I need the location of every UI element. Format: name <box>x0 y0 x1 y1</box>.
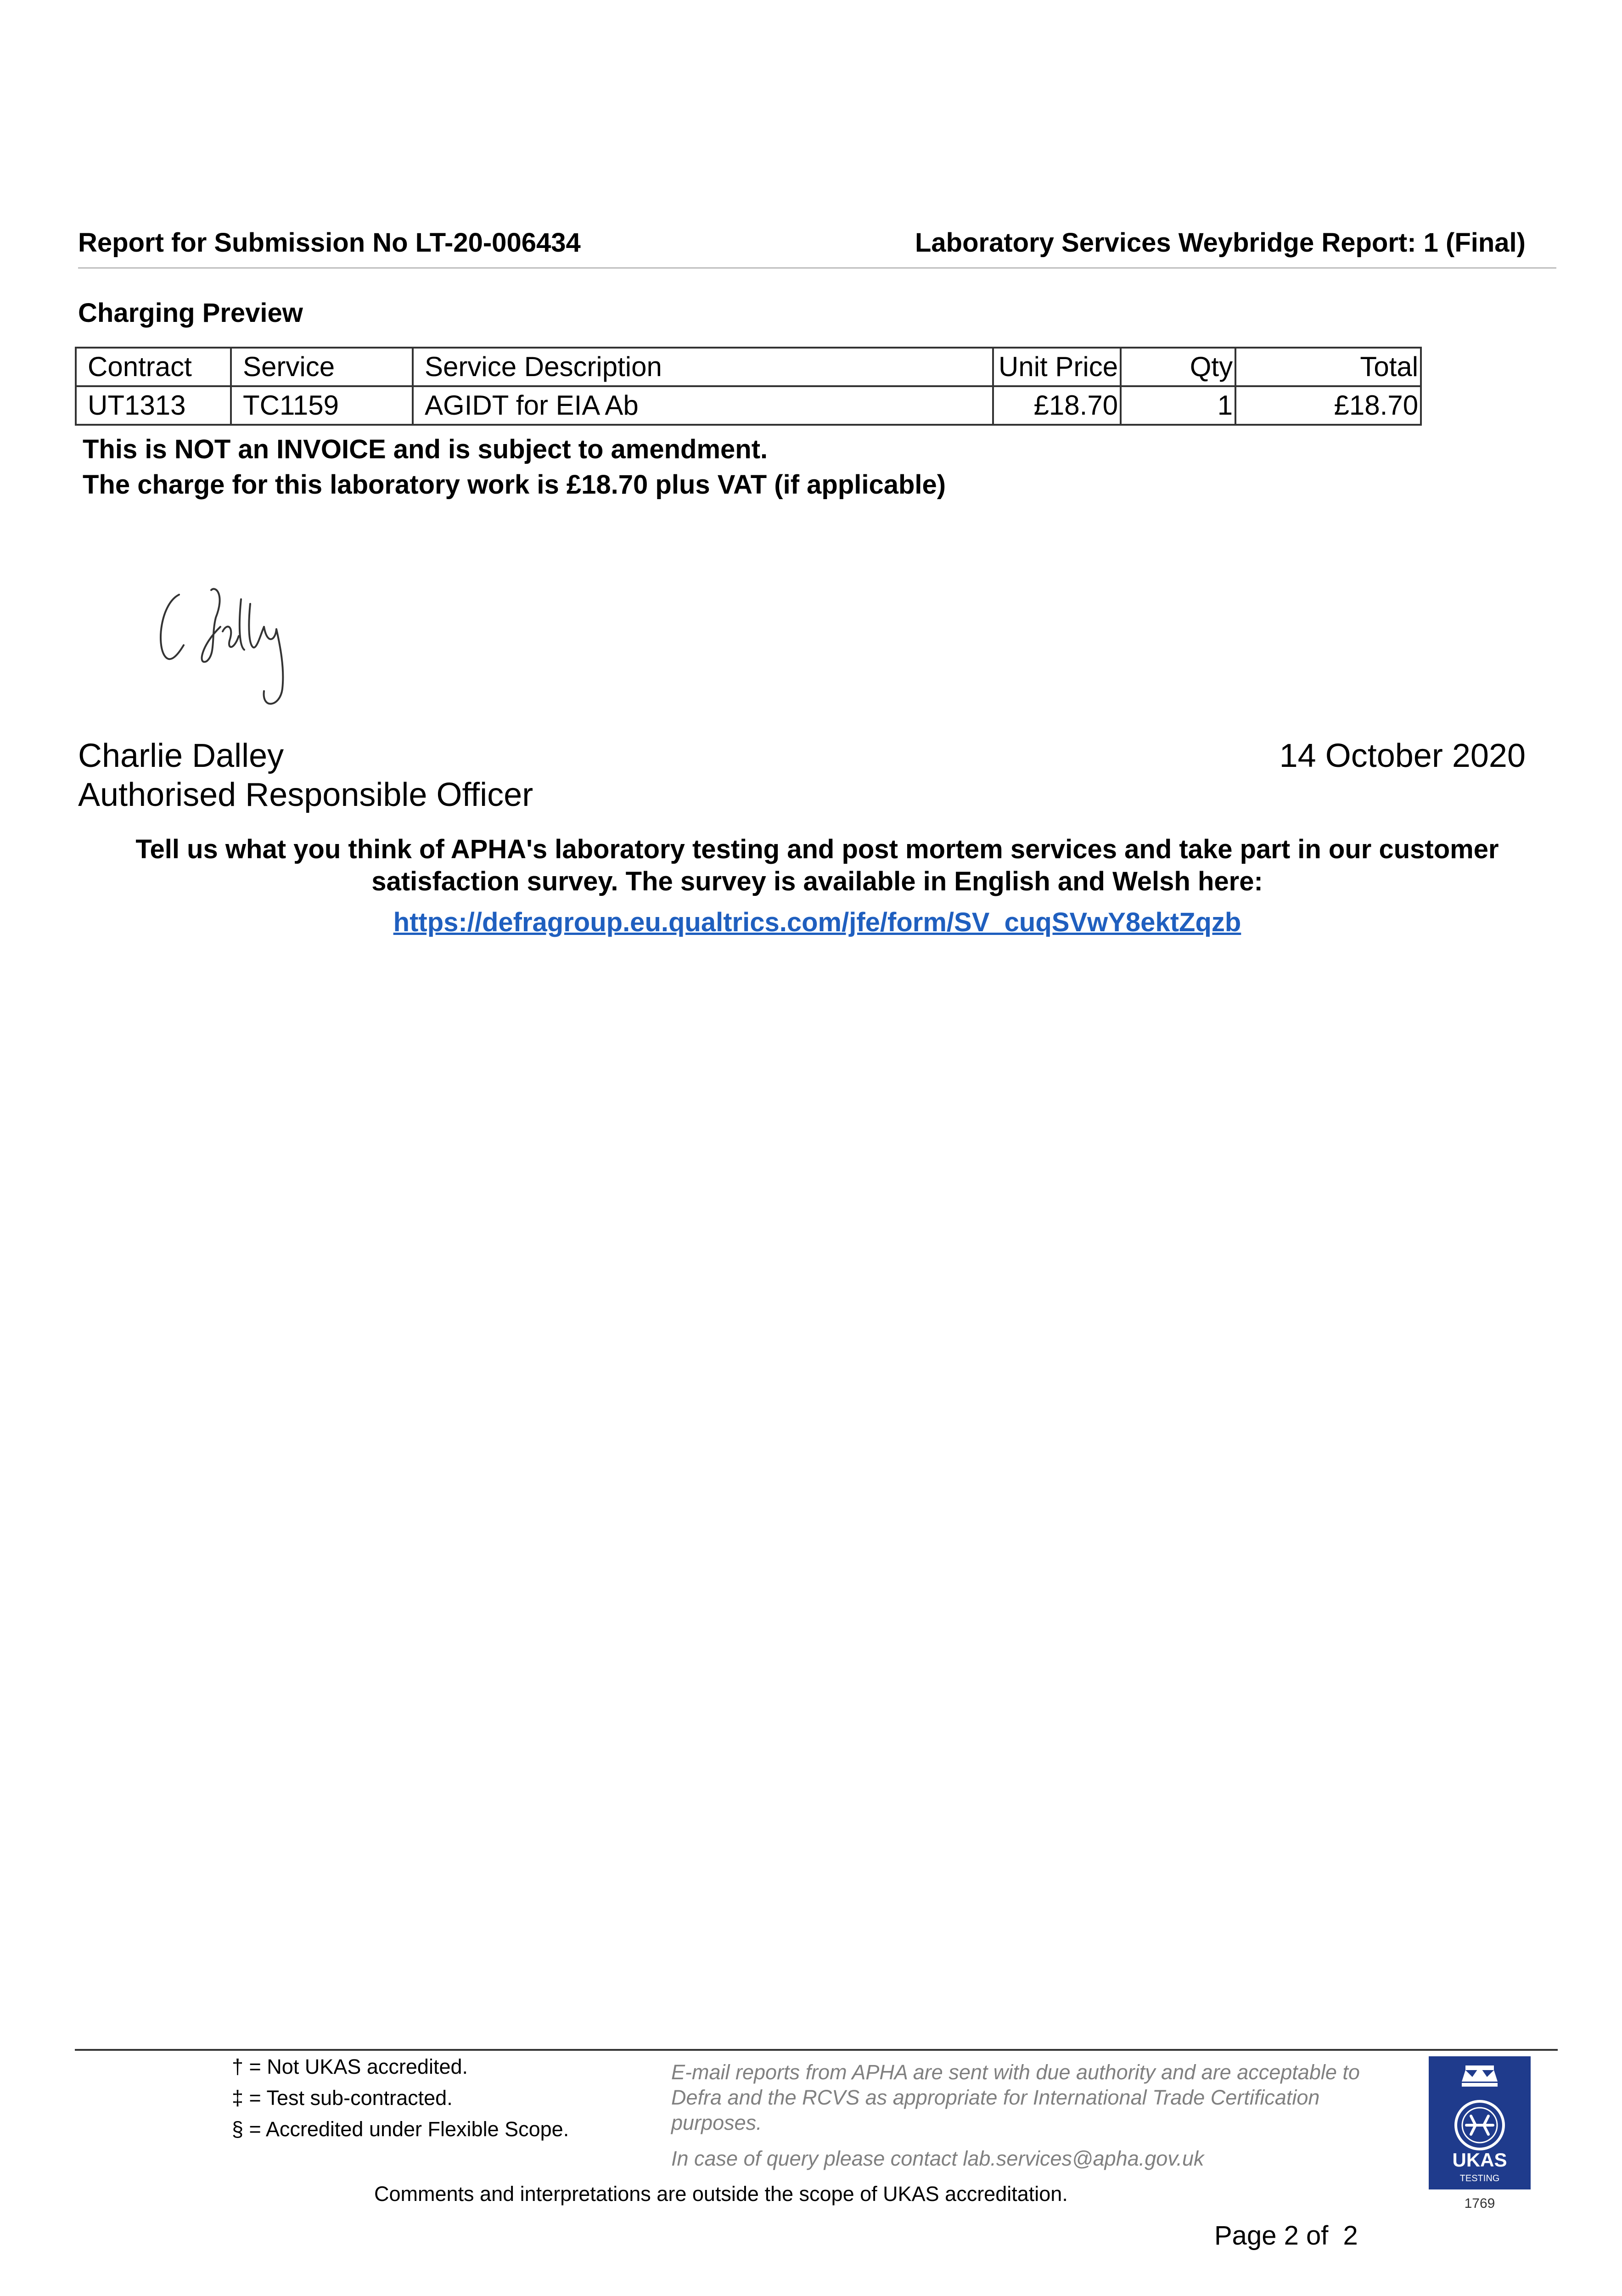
query-contact: In case of query please contact lab.services@apha.gov.uk <box>671 2147 1204 2170</box>
service-cell: TC1159 <box>231 386 413 425</box>
column-header: Service <box>231 348 413 386</box>
service-description-cell: AGIDT for EIA Ab <box>413 386 993 425</box>
charging-table <box>75 347 1422 426</box>
signature-date: 14 October 2020 <box>1279 737 1526 774</box>
legend-sub-contracted: ‡ = Test sub-contracted. <box>232 2086 453 2110</box>
legend-flexible-scope: § = Accredited under Flexible Scope. <box>232 2117 569 2141</box>
column-header: Qty <box>1121 348 1235 386</box>
column-header: Service Description <box>413 348 993 386</box>
ukas-testing-logo <box>1429 2056 1531 2215</box>
ukas-comments-note: Comments and interpretations are outside the scope of UKAS accreditation. <box>374 2182 1068 2206</box>
column-header: Total <box>1235 348 1421 386</box>
unit-price-cell: £18.70 <box>993 386 1121 425</box>
footer-divider <box>75 2049 1558 2051</box>
handwritten-signature <box>147 576 321 728</box>
charging-preview-title: Charging Preview <box>78 298 303 328</box>
survey-invitation: Tell us what you think of APHA's laboratory testing and post mortem services and take part in our customer satisfaction survey. The survey is available in English and Welsh here: <box>135 834 1499 896</box>
email-disclaimer: E-mail reports from APHA are sent with due authority and are acceptable to Defra and the RCVS as appropriate for International Trade Certification purposes. <box>671 2060 1360 2134</box>
survey-link[interactable]: https://defragroup.eu.qualtrics.com/jfe/form/SV_cuqSVwY8ektZqzb <box>393 907 1241 937</box>
ukas-logo-subtext: TESTING <box>1459 2173 1500 2183</box>
page-number: Page 2 of 2 <box>1214 2221 1358 2251</box>
not-invoice-notice: This is NOT an INVOICE and is subject to amendment. <box>83 434 768 464</box>
contract-cell: UT1313 <box>76 386 231 425</box>
table-header-row <box>76 348 1421 386</box>
column-header: Contract <box>76 348 231 386</box>
qty-cell: 1 <box>1121 386 1235 425</box>
ukas-logo-text: UKAS <box>1452 2149 1507 2171</box>
signer-role: Authorised Responsible Officer <box>78 777 533 813</box>
report-lab-title: Laboratory Services Weybridge Report: 1 (Final) <box>915 228 1526 258</box>
charge-notice: The charge for this laboratory work is £18.70 plus VAT (if applicable) <box>83 470 946 500</box>
total-cell: £18.70 <box>1235 386 1421 425</box>
report-submission-number: Report for Submission No LT-20-006434 <box>78 228 581 258</box>
signer-name: Charlie Dalley <box>78 737 284 774</box>
legend-not-accredited: † = Not UKAS accredited. <box>232 2055 468 2078</box>
ukas-logo-number: 1769 <box>1464 2196 1495 2211</box>
table-row <box>76 386 1421 425</box>
header-divider <box>78 267 1556 269</box>
column-header: Unit Price <box>993 348 1121 386</box>
